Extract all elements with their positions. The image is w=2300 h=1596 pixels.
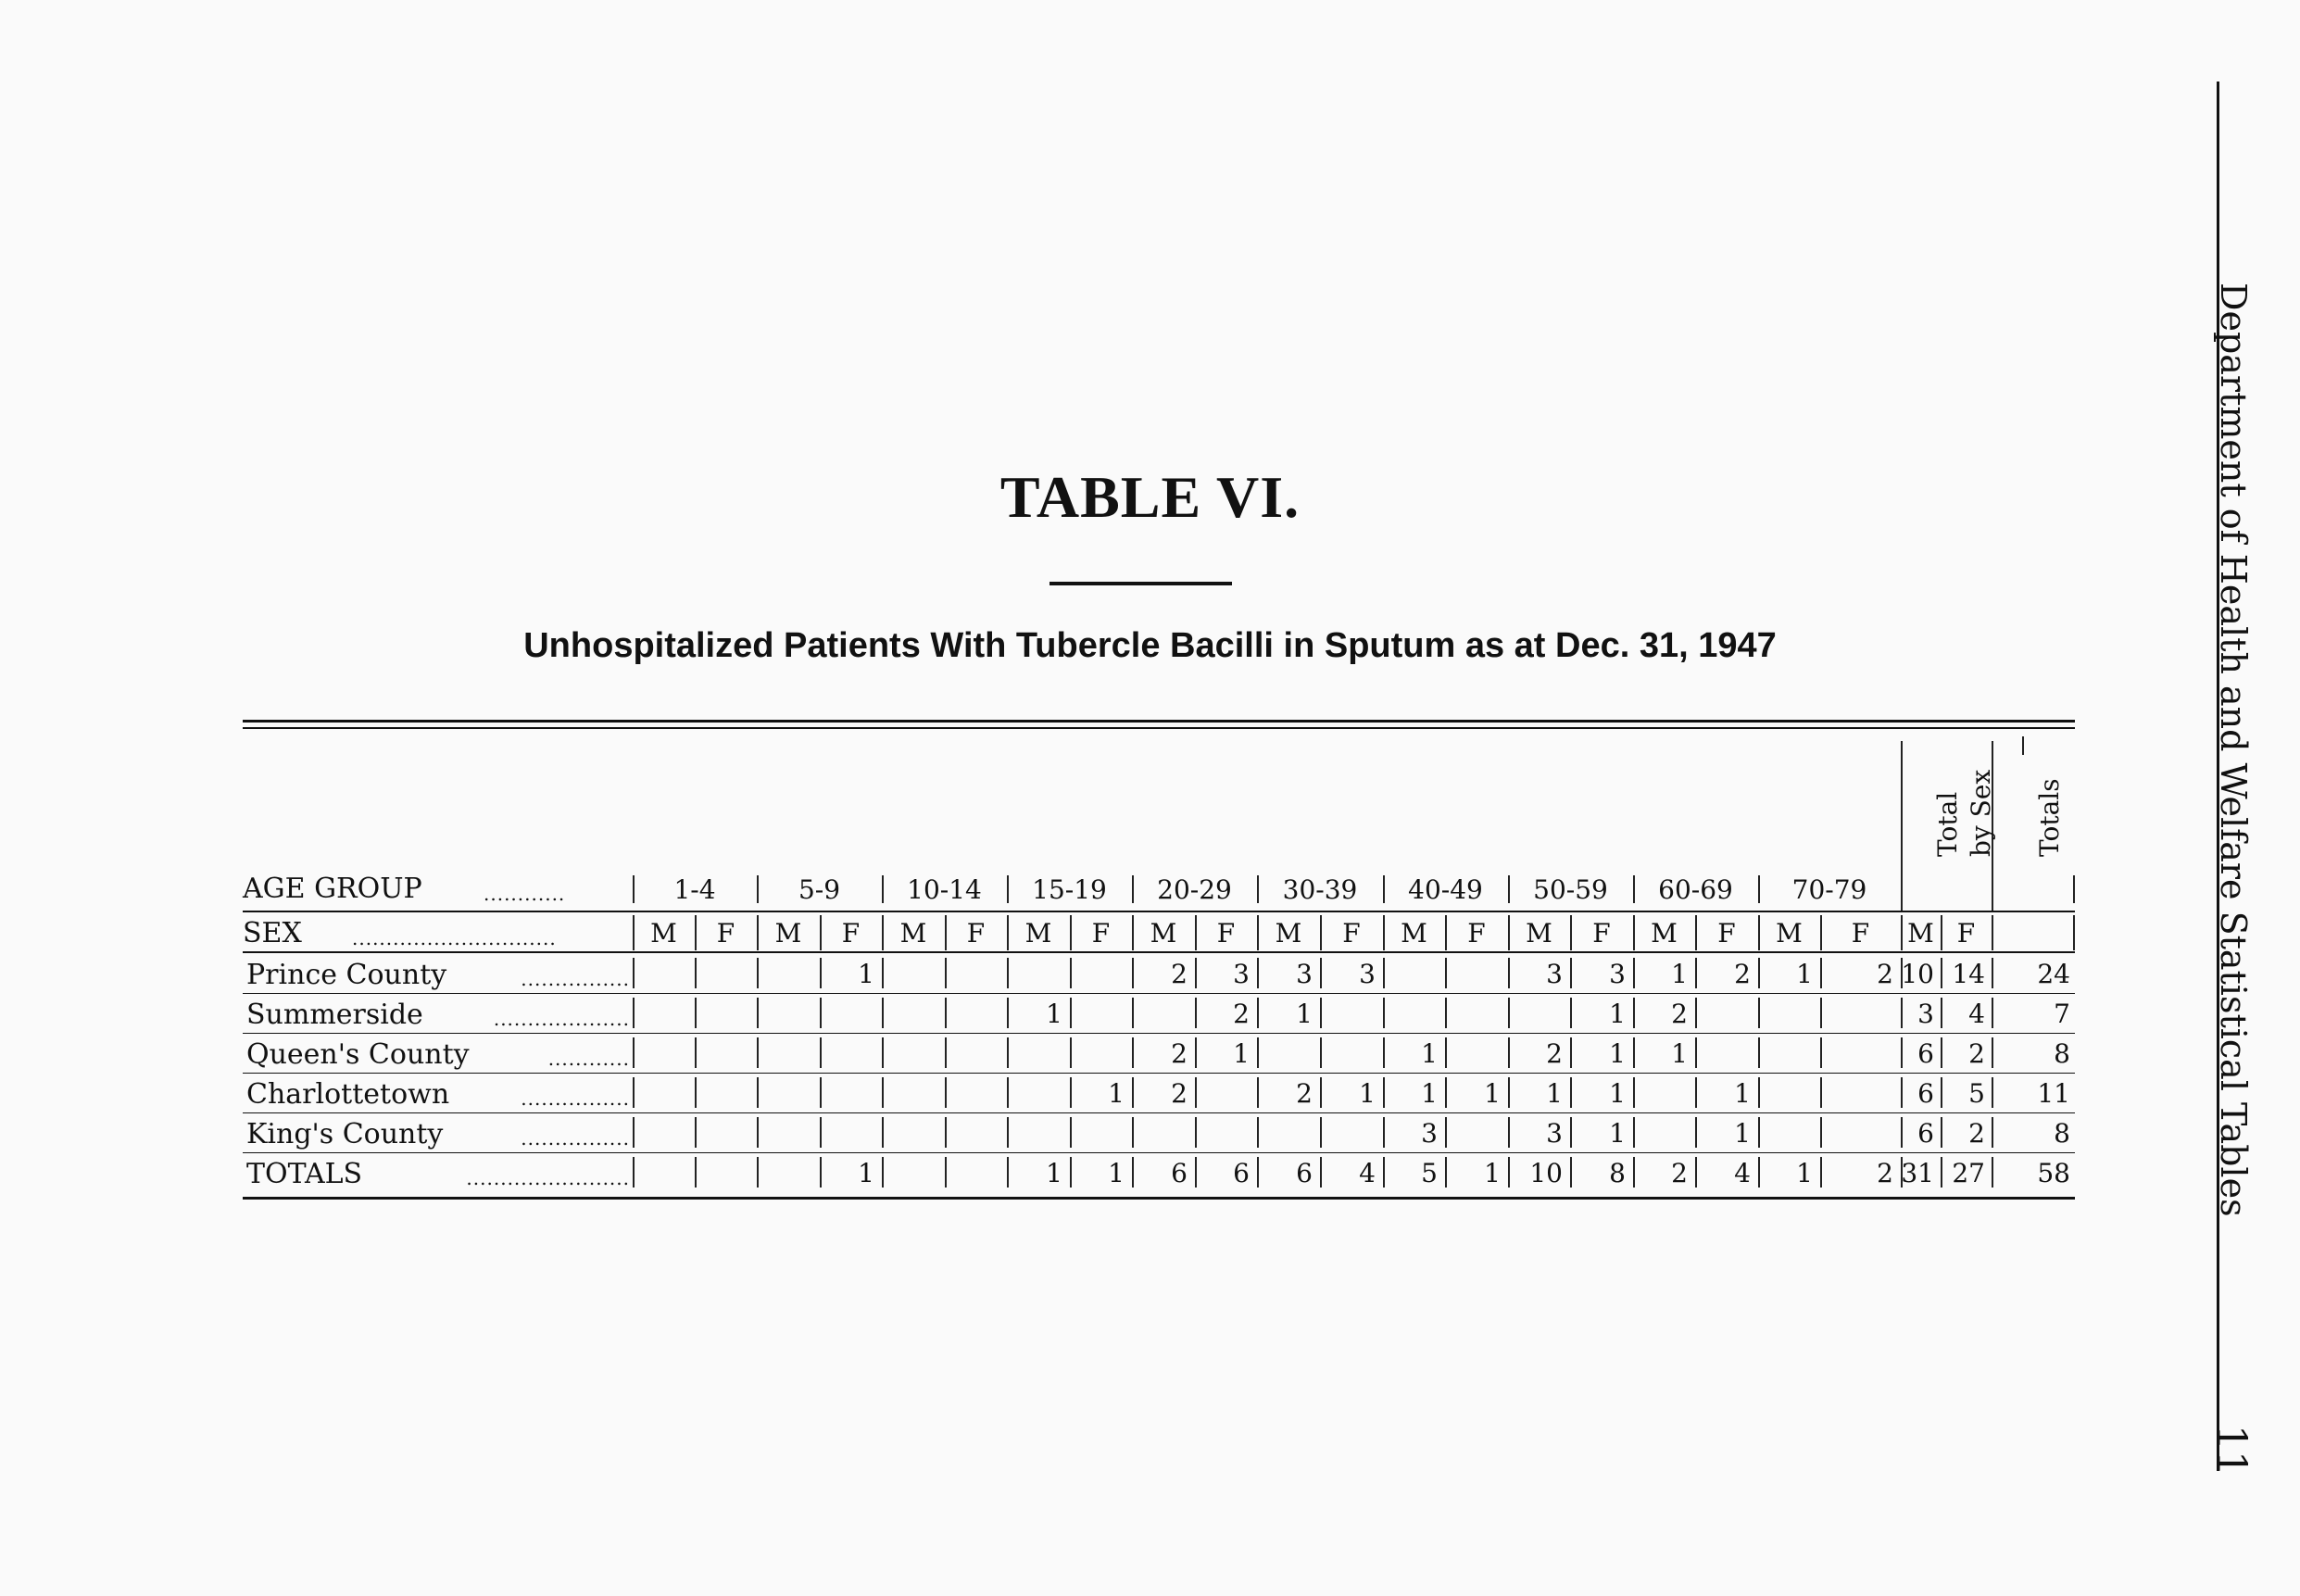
total-m-cell: 6	[1917, 1118, 1934, 1149]
row-divider	[1195, 1077, 1197, 1108]
table-cell: 1	[1671, 959, 1688, 989]
age-group-30-39: 30-39	[1282, 874, 1358, 905]
row-divider	[1445, 958, 1447, 988]
sex-m: M	[1776, 918, 1803, 949]
row-divider	[757, 958, 759, 988]
sex-m: M	[1651, 918, 1678, 949]
sex-f: F	[1091, 918, 1111, 949]
row-divider	[945, 1157, 947, 1188]
total-cell: 11	[2037, 1078, 2070, 1109]
table-cell: 1	[1233, 1038, 1250, 1069]
row-divider	[633, 1117, 635, 1148]
row-divider	[882, 1037, 884, 1068]
table-cell: 6	[1296, 1158, 1313, 1188]
sex-label: SEX	[243, 917, 302, 949]
row-divider	[945, 1117, 947, 1148]
row-divider	[695, 1037, 697, 1068]
total-m-cell: 3	[1917, 999, 1934, 1029]
page-number: 11	[2207, 1425, 2255, 1477]
row-divider	[1007, 958, 1009, 988]
row-divider	[1320, 998, 1322, 1028]
age-group-20-29: 20-29	[1157, 874, 1232, 905]
sex-m: M	[1907, 918, 1934, 949]
row-divider	[1383, 998, 1385, 1028]
table-cell: 1	[1796, 959, 1813, 989]
table-cell: 1	[1734, 1118, 1751, 1149]
leader-dots: ................	[521, 970, 630, 988]
table-cell: 1	[1609, 999, 1626, 1029]
table-cell: 1	[1359, 1078, 1376, 1109]
total-f-cell: 5	[1968, 1078, 1985, 1109]
age-group-5-9: 5-9	[798, 874, 841, 905]
row-divider	[1070, 1117, 1072, 1148]
row-divider	[882, 998, 884, 1028]
table-cell: 1	[858, 1158, 874, 1188]
row-rule	[243, 1112, 2075, 1113]
age-group-label: AGE GROUP	[243, 873, 422, 905]
sex-f: F	[966, 918, 986, 949]
row-divider	[1132, 1117, 1134, 1148]
row-divider	[945, 998, 947, 1028]
table-cell: 6	[1233, 1158, 1250, 1188]
table-cell: 2	[1171, 1038, 1188, 1069]
table-cell: 3	[1609, 959, 1626, 989]
total-f-cell: 2	[1968, 1118, 1985, 1149]
row-divider	[945, 1037, 947, 1068]
table-cell: 1	[1421, 1038, 1438, 1069]
table-cell: 10	[1529, 1158, 1563, 1188]
sex-f: F	[716, 918, 735, 949]
totals-header: Totals	[2034, 778, 2065, 857]
total-cell: 8	[2054, 1118, 2070, 1149]
row-divider	[757, 1037, 759, 1068]
age-group-50-59: 50-59	[1533, 874, 1608, 905]
row-divider	[1070, 998, 1072, 1028]
row-divider	[945, 958, 947, 988]
total-m-cell: 6	[1917, 1038, 1934, 1069]
table-cell: 5	[1421, 1158, 1438, 1188]
table-cell: 4	[1734, 1158, 1751, 1188]
table-cell: 1	[1421, 1078, 1438, 1109]
row-divider	[1007, 1077, 1009, 1108]
row-divider	[695, 1077, 697, 1108]
row-rule	[243, 993, 2075, 994]
table-cell: 6	[1171, 1158, 1188, 1188]
total-f-cell: 14	[1952, 959, 1985, 989]
table-cell: 1	[1046, 999, 1062, 1029]
table-cell: 2	[1171, 1078, 1188, 1109]
row-label: Queen's County	[246, 1038, 470, 1071]
row-divider	[882, 958, 884, 988]
table-cell: 1	[1046, 1158, 1062, 1188]
table-cell: 3	[1546, 1118, 1563, 1149]
row-divider	[820, 1117, 822, 1148]
bottom-rule	[243, 1197, 2075, 1200]
table-cell: 1	[1546, 1078, 1563, 1109]
row-divider	[820, 998, 822, 1028]
table-cell: 2	[1296, 1078, 1313, 1109]
row-divider	[1132, 998, 1134, 1028]
table-cell: 3	[1421, 1118, 1438, 1149]
row-divider	[1758, 1037, 1760, 1068]
sex-f: F	[1467, 918, 1486, 949]
row-divider	[1820, 1117, 1822, 1148]
sex-f: F	[1956, 918, 1976, 949]
age-group-70-79: 70-79	[1791, 874, 1867, 905]
leader-dots: ........................	[466, 1169, 630, 1188]
sex-m: M	[1401, 918, 1427, 949]
row-divider	[1257, 1037, 1259, 1068]
row-divider	[1320, 1117, 1322, 1148]
row-rule	[243, 1073, 2075, 1074]
table-cell: 1	[1484, 1078, 1501, 1109]
row-divider	[1820, 1077, 1822, 1108]
table-cell: 1	[1296, 999, 1313, 1029]
age-group-divider	[2073, 875, 2075, 903]
row-divider	[1508, 998, 1510, 1028]
row-divider	[695, 998, 697, 1028]
row-divider	[695, 1157, 697, 1188]
row-divider	[1445, 1037, 1447, 1068]
sex-f: F	[1592, 918, 1611, 949]
sex-m: M	[1150, 918, 1177, 949]
row-divider	[633, 958, 635, 988]
row-divider	[1070, 958, 1072, 988]
total-f-cell: 27	[1952, 1158, 1985, 1188]
row-divider	[1695, 1037, 1697, 1068]
leader-dots: ............	[547, 1049, 630, 1068]
sex-m: M	[650, 918, 677, 949]
sex-f: F	[841, 918, 861, 949]
sex-m: M	[1275, 918, 1302, 949]
row-divider	[1695, 998, 1697, 1028]
row-divider	[820, 1077, 822, 1108]
sex-f: F	[1342, 918, 1361, 949]
row-rule	[243, 1152, 2075, 1153]
row-divider	[1445, 998, 1447, 1028]
row-divider	[1633, 1077, 1635, 1108]
row-divider	[757, 1117, 759, 1148]
table-cell: 2	[1546, 1038, 1563, 1069]
sex-m: M	[899, 918, 927, 949]
table-cell: 3	[1359, 959, 1376, 989]
sex-f: F	[1216, 918, 1236, 949]
table-cell: 2	[1233, 999, 1250, 1029]
table-cell: 1	[1108, 1158, 1125, 1188]
row-divider	[633, 1037, 635, 1068]
table-cell: 1	[1609, 1078, 1626, 1109]
sex-row-rule	[243, 951, 2075, 953]
sex-m: M	[1024, 918, 1052, 949]
leader-dots: ................	[521, 1129, 630, 1148]
leader-dots: ..............................	[352, 929, 557, 948]
table-cell: 2	[1171, 959, 1188, 989]
total-m-cell: 31	[1901, 1158, 1934, 1188]
total-cell: 58	[2037, 1158, 2070, 1188]
header-rule	[243, 911, 2075, 912]
age-group-60-69: 60-69	[1658, 874, 1733, 905]
table-cell: 1	[1609, 1118, 1626, 1149]
total-by-sex-header: Total	[1932, 791, 1963, 857]
row-divider	[757, 998, 759, 1028]
totals-rule	[2022, 736, 2024, 755]
row-divider	[633, 998, 635, 1028]
table-cell: 2	[1877, 1158, 1893, 1188]
row-divider	[882, 1117, 884, 1148]
age-group-15-19: 15-19	[1032, 874, 1107, 905]
row-divider	[882, 1157, 884, 1188]
total-cell: 7	[2054, 999, 2070, 1029]
row-divider	[1320, 1037, 1322, 1068]
sex-divider	[2073, 915, 2075, 950]
row-divider	[1445, 1117, 1447, 1148]
sex-f: F	[1851, 918, 1870, 949]
row-rule	[243, 1033, 2075, 1034]
total-by-sex-header: by Sex	[1966, 769, 1996, 857]
sex-divider	[1992, 915, 1993, 950]
table-cell: 8	[1609, 1158, 1626, 1188]
total-cell: 24	[2037, 959, 2070, 989]
row-divider	[1633, 1117, 1635, 1148]
running-header: Department of Health and Welfare Statistical Tables	[2213, 283, 2254, 1217]
row-label: Charlottetown	[246, 1078, 450, 1111]
row-divider	[945, 1077, 947, 1108]
row-divider	[882, 1077, 884, 1108]
row-label: TOTALS	[246, 1158, 363, 1190]
table-cell: 1	[1609, 1038, 1626, 1069]
leader-dots: ............	[484, 885, 566, 903]
row-divider	[757, 1077, 759, 1108]
age-group-divider	[1992, 875, 1993, 903]
age-group-1-4: 1-4	[673, 874, 716, 905]
table-cell: 3	[1296, 959, 1313, 989]
row-divider	[1070, 1037, 1072, 1068]
leader-dots: ....................	[493, 1010, 630, 1028]
row-divider	[633, 1077, 635, 1108]
row-label: King's County	[246, 1118, 444, 1150]
row-divider	[1820, 998, 1822, 1028]
total-m-cell: 10	[1901, 959, 1934, 989]
table-cell: 1	[1108, 1078, 1125, 1109]
table-cell: 3	[1546, 959, 1563, 989]
row-divider	[695, 1117, 697, 1148]
top-double-rule	[243, 720, 2075, 723]
top-double-rule	[243, 727, 2075, 729]
table-cell: 2	[1671, 1158, 1688, 1188]
table-cell: 1	[1484, 1158, 1501, 1188]
table-cell: 2	[1734, 959, 1751, 989]
total-f-cell: 2	[1968, 1038, 1985, 1069]
row-divider	[1195, 1117, 1197, 1148]
total-f-cell: 4	[1968, 999, 1985, 1029]
table-cell: 2	[1671, 999, 1688, 1029]
age-group-10-14: 10-14	[907, 874, 982, 905]
row-divider	[1758, 998, 1760, 1028]
table-subtitle: Unhospitalized Patients With Tubercle Bacilli in Sputum as at Dec. 31, 1947	[523, 626, 1777, 665]
age-group-divider	[1901, 875, 1903, 903]
total-cell: 8	[2054, 1038, 2070, 1069]
table-cell: 3	[1233, 959, 1250, 989]
row-divider	[1758, 1117, 1760, 1148]
sex-f: F	[1717, 918, 1736, 949]
row-label: Prince County	[246, 959, 447, 991]
row-divider	[695, 958, 697, 988]
age-group-40-49: 40-49	[1408, 874, 1483, 905]
table-cell: 1	[1734, 1078, 1751, 1109]
row-divider	[1007, 1117, 1009, 1148]
table-cell: 1	[1796, 1158, 1813, 1188]
leader-dots: ................	[521, 1089, 630, 1108]
row-divider	[1007, 1037, 1009, 1068]
table-title: TABLE VI.	[999, 464, 1301, 530]
sex-m: M	[1526, 918, 1552, 949]
table-cell: 1	[1671, 1038, 1688, 1069]
table-cell: 2	[1877, 959, 1893, 989]
table-cell: 4	[1359, 1158, 1376, 1188]
row-divider	[757, 1157, 759, 1188]
row-divider	[1820, 1037, 1822, 1068]
row-divider	[1257, 1117, 1259, 1148]
table-cell: 1	[858, 959, 874, 989]
row-divider	[820, 1037, 822, 1068]
sex-m: M	[774, 918, 802, 949]
row-label: Summerside	[246, 999, 423, 1031]
row-divider	[633, 1157, 635, 1188]
row-divider	[1758, 1077, 1760, 1108]
row-divider	[1383, 958, 1385, 988]
total-m-cell: 6	[1917, 1078, 1934, 1109]
